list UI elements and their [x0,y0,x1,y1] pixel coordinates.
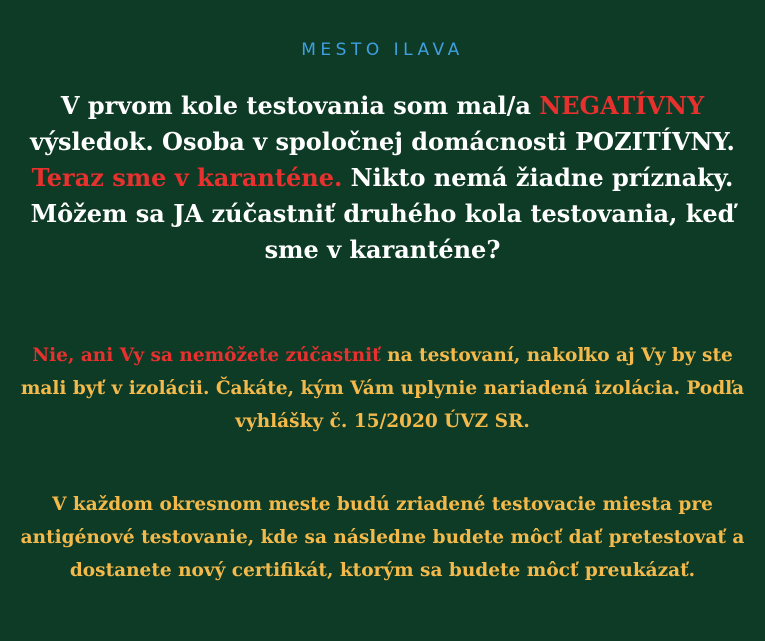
question-part-3: Nikto nemá žiadne príznaky. Môžem sa JA zúčastniť druhého kola testovania, keď sme v karanténe? [30,163,735,264]
answer-1-text: na testovaní, nakoľko aj Vy by ste mali byť v izolácii. Čakáte, kým Vám uplynie nariadená izolácia. Podľa vyhlášky č. 15/2020 ÚVZ SR. [20,345,745,432]
header-title: MESTO ILAVA [301,40,464,60]
question-part-1: V prvom kole testovania som mal/a [60,91,540,120]
question-negative-highlight: NEGATÍVNY [539,91,705,120]
answer-1-highlight: Nie, ani Vy sa nemôžete zúčastniť [32,345,381,366]
answer-paragraph-1 [20,339,745,438]
answer-2-text: V každom okresnom meste budú zriadené testovacie miesta pre antigénové testovanie, kde sa následne budete môcť dať pretestovať a dostanete nový certifikát, ktorým sa budete môcť preukázať. [20,494,745,581]
question-part-2: výsledok. Osoba v spoločnej domácnosti POZITÍVNY. [30,127,735,156]
question-text [10,88,755,268]
answer-paragraph-2 [20,488,745,587]
question-quarantine-highlight: Teraz sme v karanténe. [31,163,343,192]
